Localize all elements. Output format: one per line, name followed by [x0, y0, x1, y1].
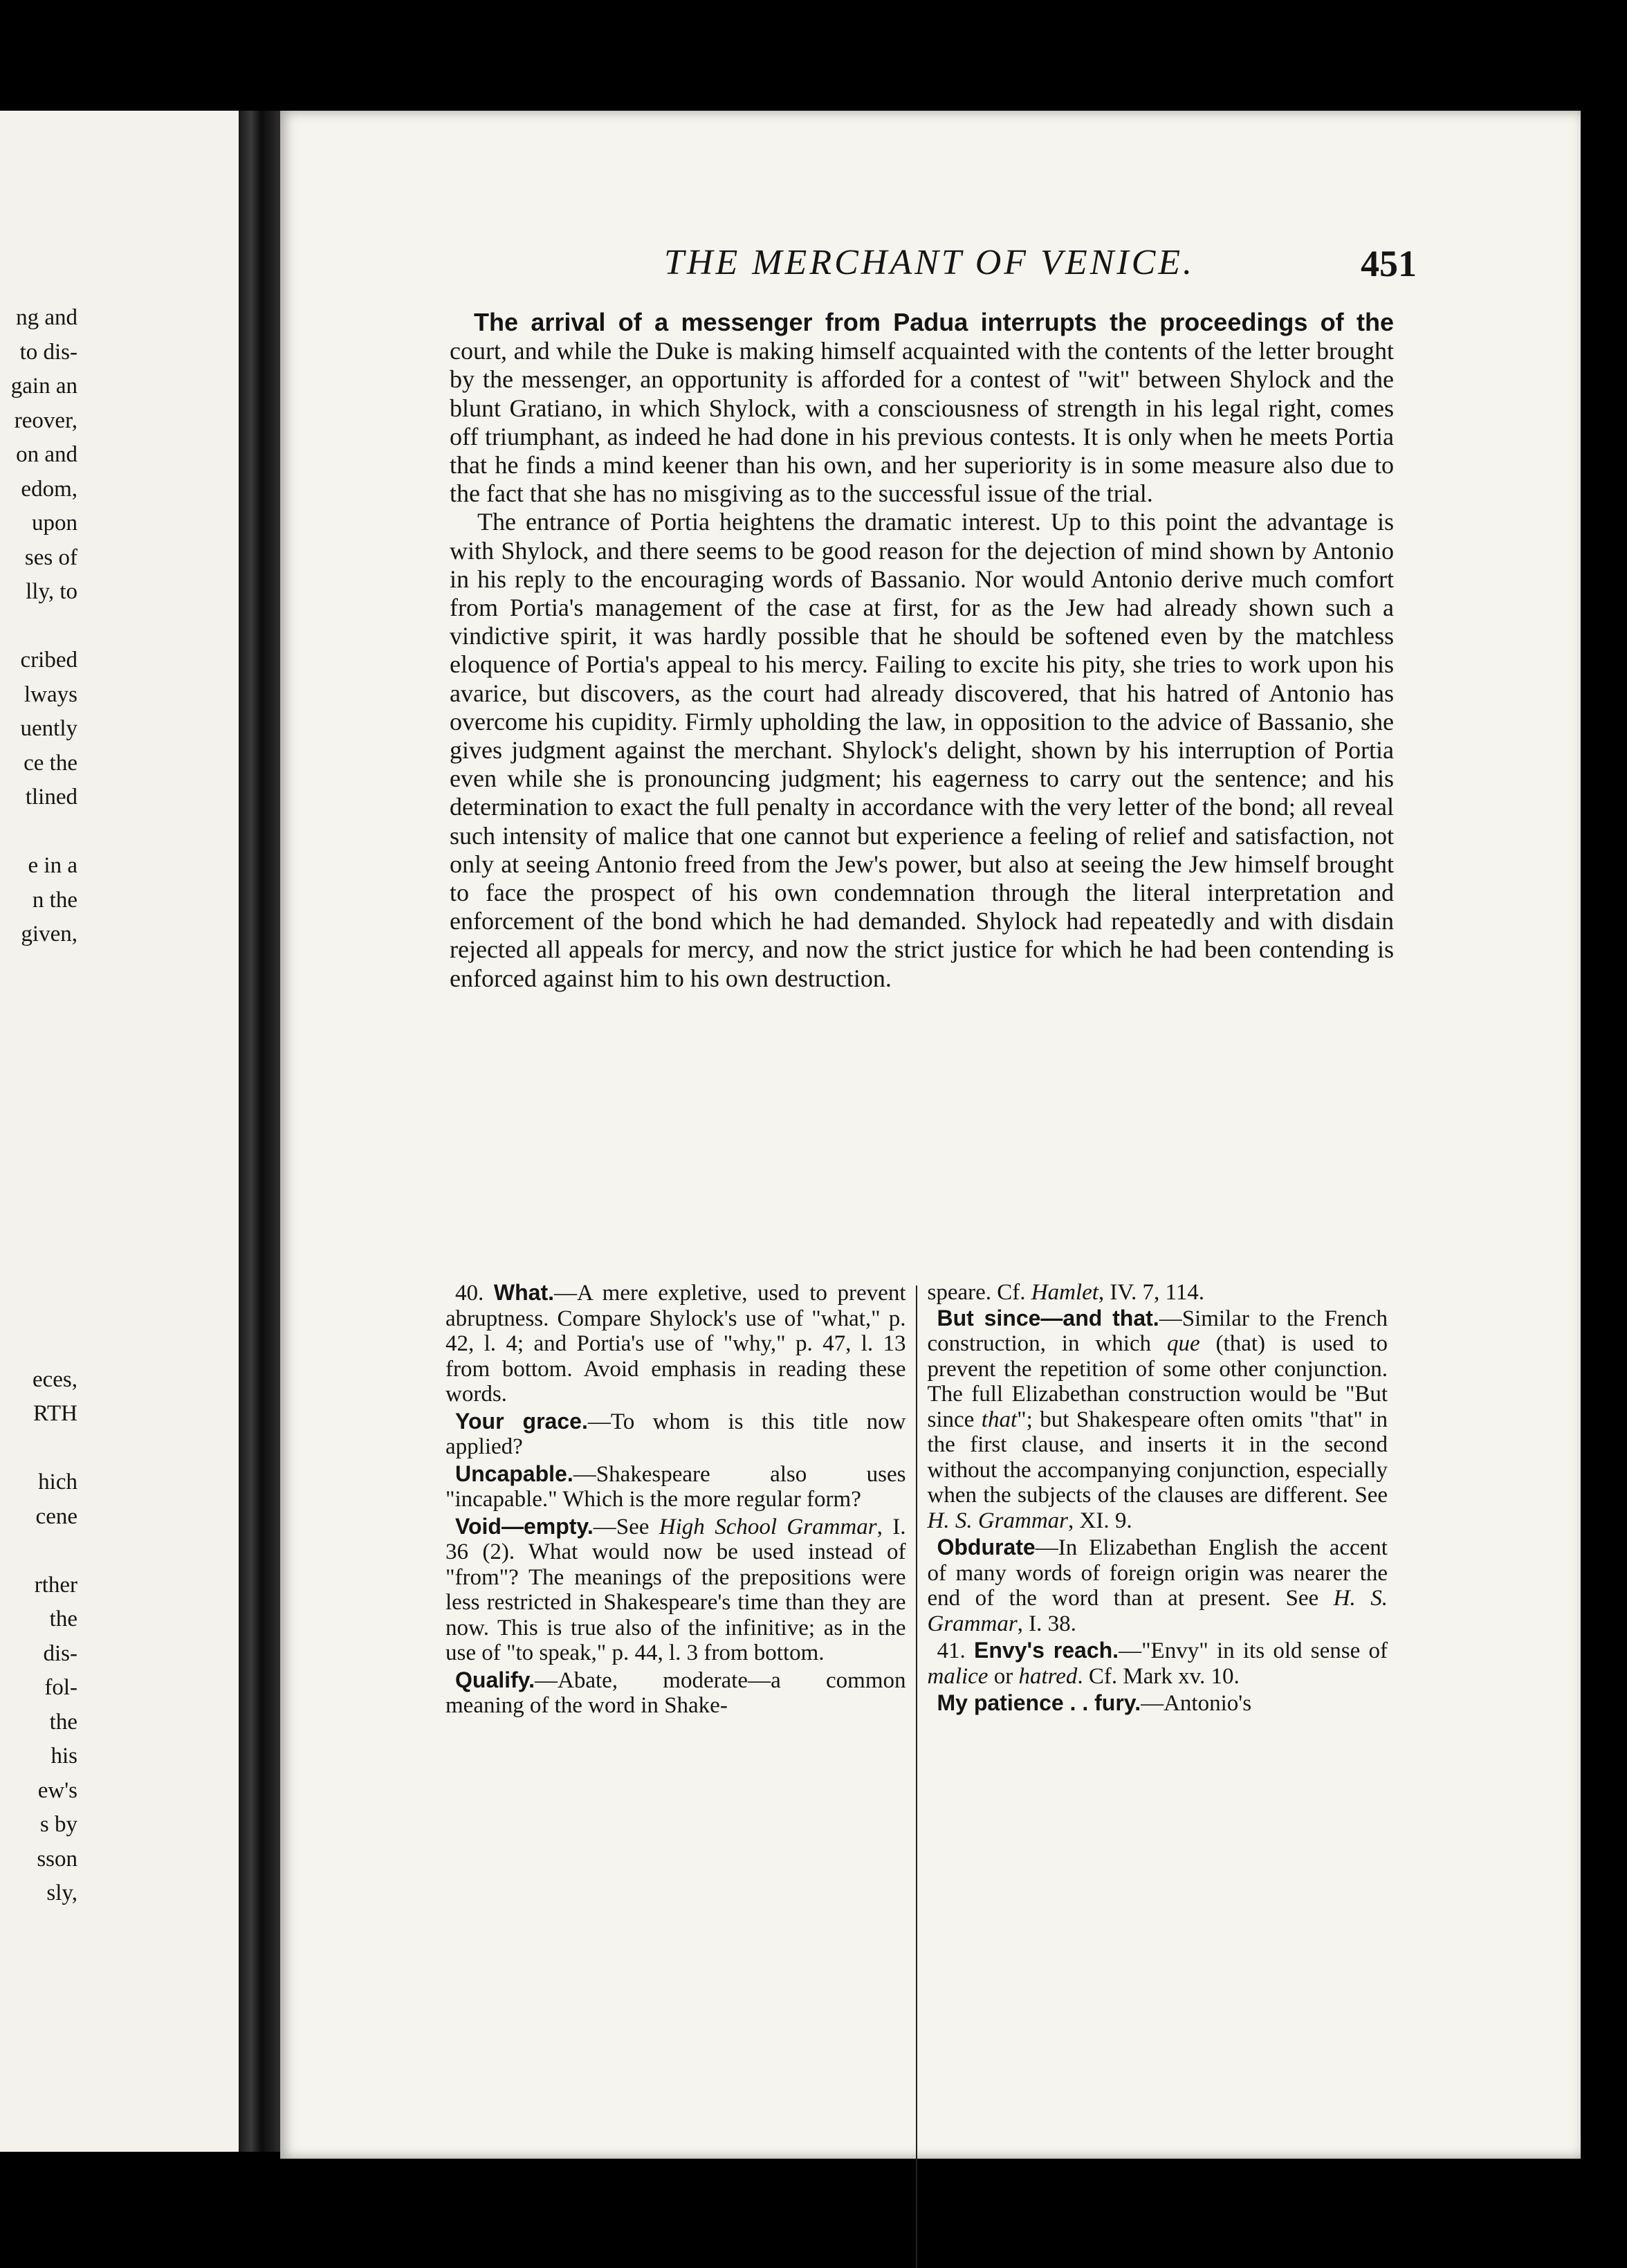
book-page [280, 111, 1581, 2159]
facing-page-line: the [49, 1607, 77, 1631]
facing-page-line [0, 1328, 77, 1363]
note-text: or [988, 1663, 1019, 1689]
note-keyword: Void—empty. [455, 1513, 594, 1539]
paragraph [450, 308, 1394, 508]
note-keyword: Obdurate [937, 1535, 1036, 1560]
note-keyword: Uncapable. [455, 1461, 573, 1486]
facing-page-line: given, [21, 922, 77, 946]
note-text: , XI. 9. [1068, 1508, 1132, 1533]
note-reference: H. S. Grammar [927, 1508, 1068, 1533]
note-text: —See [593, 1514, 659, 1539]
paragraph-text: court, and while the Duke is making himself acquainted with the contents of the letter brought by the messenger, an opportunity is afforded for a contest of "wit" between Shylock and the blunt Gratiano, in which Shylock, with a consciousness of strength in his legal right, comes off triumphant, as indeed he had done in his previous contests. It is only when he meets Portia that he finds a mind keener than his own, and her superiority is in some measure also due to the fact that she has no misgiving as to the successful issue of the trial. [450, 337, 1394, 508]
note-text: —A mere expletive, used to prevent abruptness. Compare Shylock's use of "what," p. 42, l. 4; and Portia's use of "why," p. 47, l. 13 from bottom. Avoid emphasis in reading these words. [445, 1281, 906, 1407]
facing-page-line: to dis- [19, 339, 77, 365]
note-text: —Abate, moderate—a common meaning of the word in Shake- [445, 1667, 906, 1718]
facing-page-line: ce the [24, 750, 77, 776]
facing-page-line: e in a [28, 853, 77, 878]
facing-page-line [0, 610, 77, 644]
note-text: —"Envy" in its old sense of [1119, 1638, 1388, 1663]
note-text: speare. Cf. [927, 1280, 1031, 1305]
note [927, 1690, 1388, 1717]
note-keyword: But since—and that. [937, 1305, 1159, 1330]
note-italic: that [981, 1407, 1018, 1432]
note-keyword: Your grace. [455, 1408, 588, 1434]
note-italic: malice [927, 1663, 989, 1689]
note-text: . Cf. Mark xv. 10. [1077, 1663, 1240, 1689]
running-head: THE MERCHANT OF VENICE. [664, 243, 1195, 282]
note [927, 1638, 1388, 1689]
facing-page-line [0, 815, 77, 850]
facing-page-line [0, 1191, 77, 1226]
note [927, 1306, 1388, 1534]
facing-page-line: hich [38, 1470, 77, 1494]
note-text: , IV. 7, 114. [1098, 1280, 1205, 1305]
facing-page-line: cene [35, 1503, 77, 1529]
note-reference: Hamlet [1031, 1280, 1099, 1305]
note-keyword: Envy's reach. [974, 1638, 1119, 1663]
facing-page-line: edom, [21, 476, 77, 502]
note-reference: High School Grammar [659, 1514, 877, 1539]
facing-page-line [0, 1054, 77, 1089]
book-gutter [239, 111, 280, 2152]
facing-page-line: on and [16, 442, 77, 467]
note-italic: que [1166, 1331, 1200, 1356]
facing-page-line: RTH [33, 1401, 77, 1426]
facing-page-fragment [0, 111, 239, 2152]
note [927, 1535, 1388, 1636]
note [445, 1280, 906, 1407]
facing-page-line: gain an [10, 374, 77, 399]
facing-page-line [0, 1534, 77, 1569]
facing-page-line: sly, [46, 1881, 77, 1905]
facing-page-line: tlined [25, 785, 77, 810]
facing-page-line: uently [20, 716, 77, 741]
note-text: —Antonio's [1141, 1691, 1252, 1716]
facing-page-line: ew's [37, 1777, 77, 1803]
note-number: 41. [937, 1638, 966, 1663]
facing-page-line: ses of [24, 545, 77, 570]
facing-page-line: his [50, 1744, 77, 1768]
facing-page-line: s by [39, 1812, 77, 1837]
note-text: , I. 36 (2). What would now be used instead of "from"? The meanings of the prepositions were less restricted in Shakespeare's time than they are now. This is true also of the infinitive; as in the use of "to speak," p. 44, l. 3 from bottom. [445, 1514, 906, 1665]
facing-page-line [0, 1295, 77, 1329]
note-continuation [927, 1280, 1388, 1306]
facing-page-line: cribed [20, 648, 77, 673]
paragraph-lead: The arrival of a messenger from Padua interrupts the proceedings of the [474, 308, 1394, 336]
facing-page-line: lways [24, 682, 77, 707]
note-text: —Similar to the French construction, in which [927, 1306, 1388, 1356]
note-number: 40. [455, 1281, 484, 1306]
note-keyword: My patience . . fury. [937, 1690, 1141, 1715]
facing-page-line [0, 1226, 77, 1261]
facing-page-text [0, 301, 77, 1911]
note [445, 1667, 906, 1719]
facing-page-line: lly, to [26, 579, 77, 604]
note-text: —Shakespeare also uses "incapable." Which is the more regular form? [445, 1461, 906, 1512]
facing-page-line: the [49, 1709, 77, 1735]
note-keyword: What. [493, 1280, 554, 1305]
page-number: 451 [1361, 243, 1417, 284]
facing-page-line: sson [37, 1846, 77, 1872]
note-text: —To whom is this title now applied? [445, 1409, 906, 1459]
facing-page-line: reover, [14, 408, 77, 433]
facing-page-line: upon [32, 511, 77, 536]
facing-page-line [0, 1432, 77, 1466]
facing-page-line: dis- [43, 1640, 77, 1666]
note [445, 1409, 906, 1460]
facing-page-line: ng and [16, 305, 77, 330]
note-reference: H. S. Grammar [927, 1586, 1388, 1636]
facing-page-line: fol- [44, 1675, 77, 1700]
note-text: , I. 38. [1017, 1611, 1076, 1636]
facing-page-line [0, 1123, 77, 1158]
facing-page-line: rther [34, 1572, 77, 1598]
note-text: (that) is used to prevent the repetition of some other conjunction. The full Elizabethan construction would be "But since [927, 1331, 1388, 1432]
facing-page-line [0, 986, 77, 1021]
facing-page-line [0, 1021, 77, 1055]
paragraph: The entrance of Portia heightens the dramatic interest. Up to this point the advantage is with Shylock, and there seems to be good reason for the dejection of mind shown by Antonio in his reply to the encouraging words of Bassanio. Nor would Antonio derive much comfort from Portia's management of the case at first, for as the Jew had already shown such a vindictive spirit, it was hardly possible that he should be softened even by the matchless eloquence of Portia's appeal to his mercy. Failing to excite his pity, she tries to work upon his avarice, but discovers, as the court had already discovered, that his hatred of Antonio has overcome his cupidity. Firmly upholding the law, in opposition to the advice of Bassanio, she gives judgment against the merchant. Shylock's delight, shown by his interruption of Portia even while she is pronouncing judgment; his eagerness to carry out the sentence; and his determination to exact the full penalty in accordance with the very letter of the bond; all reveal such intensity of malice that one cannot but experience a feeling of relief and satisfaction, not only at seeing Antonio freed from the Jew's power, but also at seeing the Jew himself brought to face the prospect of his own condemnation through the literal interpretation and enforcement of the bond which he had demanded. Shylock had repeatedly and with disdain rejected all appeals for mercy, and now the strict justice for which he had been contending is enforced against him to his own destruction. [450, 508, 1394, 992]
facing-page-line [0, 1158, 77, 1192]
note [445, 1461, 906, 1512]
facing-page-line [0, 1260, 77, 1295]
notes-column-left [436, 1280, 916, 2268]
note-text: —In Elizabethan English the accent of many words of foreign origin was nearer the end of the word than at present. See [927, 1535, 1388, 1611]
footnotes [436, 1280, 1397, 2268]
notes-column-right [917, 1280, 1397, 2268]
facing-page-line: eces, [32, 1366, 77, 1392]
note-keyword: Qualify. [455, 1667, 535, 1692]
facing-page-line [0, 952, 77, 987]
note [445, 1514, 906, 1666]
note-text: "; but Shakespeare often omits "that" in the first clause, and inserts it in the second without the accompanying conjunction, especially when the subjects of the clauses are different. See [927, 1407, 1388, 1508]
note-italic: hatred [1018, 1663, 1078, 1689]
facing-page-line [0, 1089, 77, 1124]
commentary-text [450, 308, 1394, 993]
facing-page-line: n the [32, 887, 77, 913]
